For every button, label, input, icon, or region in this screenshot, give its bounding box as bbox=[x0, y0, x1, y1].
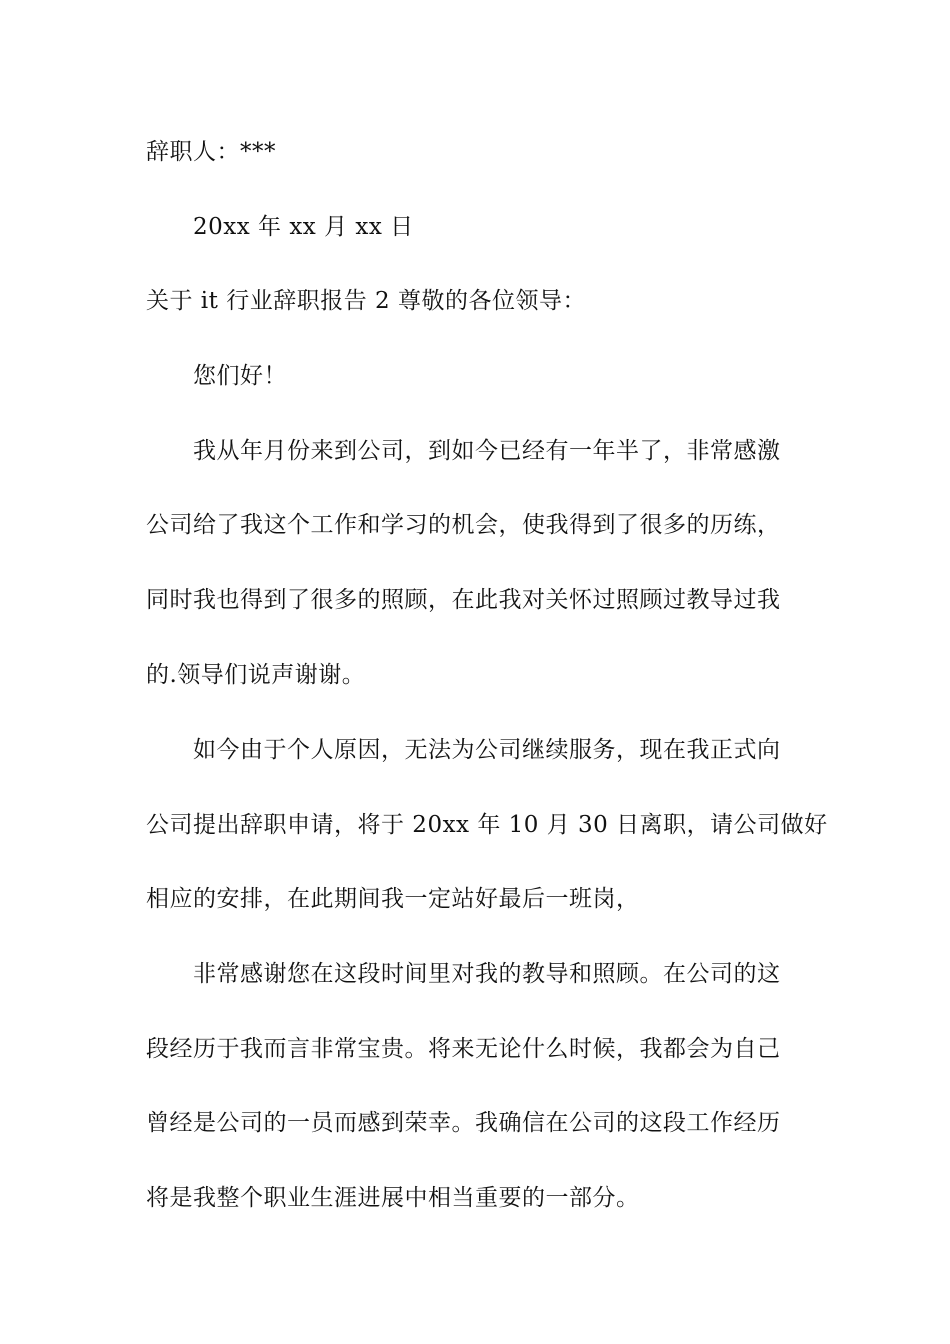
paragraph-2-line-3: 相应的安排，在此期间我一定站好最后一班岗， bbox=[146, 886, 640, 912]
paragraph-2-line-1: 如今由于个人原因，无法为公司继续服务，现在我正式向 bbox=[193, 737, 781, 763]
paragraph-3-line-3: 曾经是公司的一员而感到荣幸。我确信在公司的这段工作经历 bbox=[146, 1110, 781, 1136]
paragraph-2-line-2: 公司提出辞职申请，将于 20xx 年 10 月 30 日离职，请公司做好 bbox=[146, 812, 828, 838]
paragraph-1-line-2: 公司给了我这个工作和学习的机会，使我得到了很多的历练， bbox=[146, 512, 781, 538]
paragraph-3-line-4: 将是我整个职业生涯进展中相当重要的一部分。 bbox=[146, 1185, 640, 1211]
resigner-line: 辞职人：*** bbox=[146, 139, 276, 165]
paragraph-3-line-1: 非常感谢您在这段时间里对我的教导和照顾。在公司的这 bbox=[193, 961, 781, 987]
paragraph-1-line-4: 的.领导们说声谢谢。 bbox=[146, 662, 366, 688]
greeting-line: 您们好！ bbox=[193, 363, 287, 389]
paragraph-1-line-1: 我从年月份来到公司，到如今已经有一年半了，非常感激 bbox=[193, 438, 781, 464]
paragraph-1-line-3: 同时我也得到了很多的照顾，在此我对关怀过照顾过教导过我 bbox=[146, 587, 781, 613]
report-heading-line: 关于 it 行业辞职报告 2 尊敬的各位领导： bbox=[146, 288, 586, 314]
date-line: 20xx 年 xx 月 xx 日 bbox=[193, 214, 414, 240]
paragraph-3-line-2: 段经历于我而言非常宝贵。将来无论什么时候，我都会为自己 bbox=[146, 1036, 781, 1062]
